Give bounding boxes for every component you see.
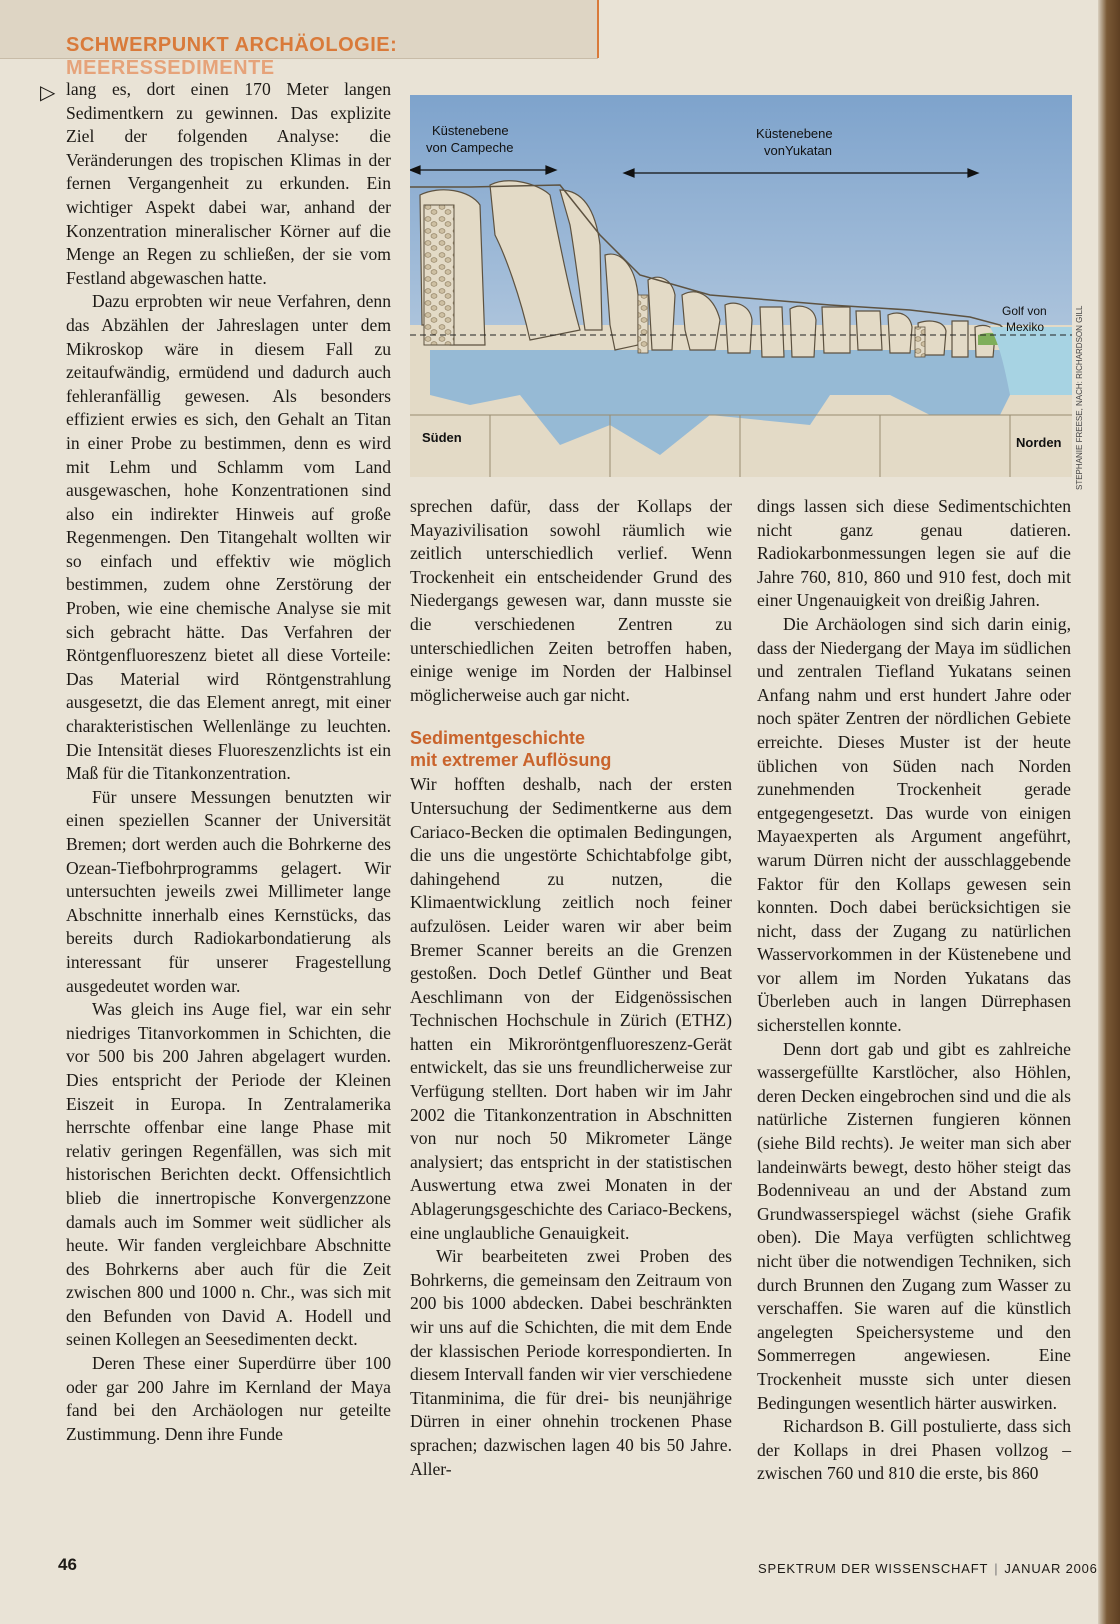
text-column-1: [66, 78, 391, 1446]
subheading: [410, 727, 732, 771]
paragraph: sprechen dafür, dass der Kollaps der Mayazivilisation sowohl räumlich wie zeitlich unterschiedlich verlief. Wenn Trockenheit ein entscheidender Grund des Niedergangs gewesen war, dann musste sie die verschiedenen Zentren zu unterschiedlichen Zeiten betroffen haben, einige wenige im Norden der Halbinsel möglicherweise auch gar nicht.: [410, 496, 732, 705]
subheading-line: Sedimentgeschichte: [410, 728, 586, 749]
paragraph: Richardson B. Gill postulierte, dass sich der Kollaps in drei Phasen vollzog – zwischen 760 und 810 die erste, bis 860: [757, 1416, 1071, 1484]
label-campeche: von Campeche: [426, 140, 514, 155]
page-number: 46: [58, 1555, 77, 1574]
paragraph: Dazu erprobten wir neue Verfahren, denn das Abzählen der Jahreslagen unter dem Mikroskop wäre in diesem Fall zu zeitaufwändig, ermüdend und dadurch auch fehleranfällig gewesen. Als besonders effizient erwies es sich, den Gehalt an Titan in einer Probe zu bestimmen, denn es wird mit Lehm und Schlamm vom Land ausgewaschen, hohe Konzentrationen sind also ein indirekter Hinweis auf große Regenmengen. Den Titangehalt wollten wir so einfach und effektiv wie möglich bestimmen, zudem ohne Zerstörung der Proben, wie eine chemische Analyse sie mit sich gebracht hätte. Das Verfahren der Röntgenfluoreszenz bietet all diese Vorteile: Das Material wird Röntgenstrahlung ausgesetzt, die das Element anregt, mit einer charakteristischen Wellenlänge zu leuchten. Die Intensität dieses Fluoreszenzlichts ist ein Maß für die Titankonzentration.: [66, 291, 391, 784]
footer-info: [758, 1561, 1098, 1576]
paragraph: dings lassen sich diese Sedimentschichten nicht ganz genau datieren. Radiokarbonmessungen legen sie auf die Jahre 760, 810, 860 und 910 fest, doch mit einer Ungenauigkeit von dreißig Jahren.: [757, 496, 1071, 611]
karst-cross-section-figure: [410, 95, 1072, 477]
section-title: [66, 34, 598, 80]
label-sueden: Süden: [422, 430, 462, 445]
label-golf: Golf von: [1002, 304, 1047, 318]
paragraph: Was gleich ins Auge fiel, war ein sehr niedriges Titanvorkommen in Schichten, die vor 500 bis 200 Jahren abgelagert wurden. Dies entspricht der Periode der Kleinen Eiszeit in Europa. In Zentralamerika herrschte offenbar eine lange Phase mit relativ geringen Regenfällen, was sich mit historischen Berichten deckt. Offensichtlich blieb die innertropische Konvergenzzone damals auch im Sommer weit südlicher als heute. Wir fanden vergleichbare Abschnitte des Bohrkerns aber auch für die Zeit zwischen 800 und 1000 n. Chr., was sich mit den Befunden von David A. Hodell und seinen Kollegen an Seesedimenten deckt.: [66, 999, 391, 1350]
label-campeche: Küstenebene: [432, 123, 509, 138]
text-column-3: [757, 495, 1071, 1486]
gravel-column: [638, 295, 648, 353]
gravel-column: [424, 205, 454, 345]
section-name: SCHWERPUNKT ARCHÄOLOGIE:: [66, 34, 398, 56]
paragraph: Für unsere Messungen benutzten wir einen speziellen Scanner der Universität Bremen; dort werden auch die Bohrkerne des Ozean-Tiefbohrprogramms gelagert. Wir untersuchten jeweils zwei Millimeter lange Abschnitte innerhalb eines Kernstücks, das bereits durch Radiokarbondatierung als interessant für unserer Fragestellung ausgedeutet worden war.: [66, 786, 391, 996]
paragraph: Wir hofften deshalb, nach der ersten Untersuchung der Sedimentkerne aus dem Cariaco-Becken die optimalen Bedingungen, die uns die ungestörte Schichtabfolge gibt, dahingehend zu nutzen, die Klimaentwicklung zeitlich noch feiner aufzulösen. Leider waren wir aber beim Bremer Scanner bereits an die Grenzen gestoßen. Doch Detlef Günther und Beat Aeschlimann von der Eidgenössischen Technischen Hochschule in Zürich (ETHZ) hatten ein Mikroröntgenfluoreszenz-Gerät entwickelt, das sie uns freundlicherweise zur Verfügung stellten. Dort haben wir im Jahr 2002 die Titankonzentration in Abschnitten von nur noch 50 Mikrometer Länge analysiert; das entspricht in der statistischen Auswertung etwa zwei Monaten in der Ablagerungsgeschichte des Cariaco-Beckens, eine unglaubliche Genauigkeit.: [410, 774, 732, 1243]
subheading-line: mit extremer Auflösung: [410, 750, 612, 771]
page-edge: [1098, 0, 1120, 1624]
paragraph: lang es, dort einen 170 Meter langen Sedimentkern zu gewinnen. Das explizite Ziel der folgenden Analyse: die Veränderungen des tropischen Klimas in der fernen Vergangenheit zu erkunden. Ein wichtiger Aspekt dabei war, anhand der Konzentration mineralischer Körner auf die Menge an Regen zu schließen, der sie vom Festland abgewaschen hatte.: [66, 79, 391, 288]
paragraph: Deren These einer Superdürre über 100 oder gar 200 Jahre im Kernland der Maya fand bei den Archäologen nur geteilte Zustimmung. Denn ihre Funde: [66, 1353, 391, 1444]
gravel-column: [915, 327, 925, 357]
magazine-name: SPEKTRUM DER WISSENSCHAFT: [758, 1561, 989, 1576]
footer-separator: |: [994, 1561, 999, 1576]
section-header: [0, 0, 598, 79]
paragraph: Die Archäologen sind sich darin einig, dass der Niedergang der Maya im südlichen und zentralen Tiefland Yukatans seinen Anfang nahm und erst hundert Jahre oder noch später Zentren der nördlichen Gebiete erreichte. Dieses Muster ist der heute üblichen von Süden nach Norden zunehmenden Trockenheit gerade entgegengesetzt. Das wurde von einigen Mayaexperten als Argument angeführt, warum Dürren nicht der ausschlaggebende Faktor für den Kollaps gewesen sein konnten. Doch dabei berücksichtigen sie nicht, dass der Zugang zu natürlichen Wasservorkommen in der Küstenebene und vor allem im Norden Yukatans das Überleben auch in langen Dürrephasen sicherstellen konnte.: [757, 613, 1071, 1036]
text-column-2: [410, 495, 732, 1481]
label-yukatan: Küstenebene: [756, 126, 833, 141]
continuation-arrow-icon: ▷: [40, 80, 56, 104]
paragraph: Denn dort gab und gibt es zahlreiche wassergefüllte Karstlöcher, also Höhlen, deren Decken eingebrochen sind und die als natürliche Zisternen fungieren können (siehe Bild rechts). Je weiter man sich aber landeinwärts bewegt, desto höher steigt das Bodenniveau an und der Abstand zum Grundwasserspiegel wächst (siehe Grafik oben). Die Maya verfügten schlichtweg nicht über die notwendigen Techniken, sich durch Brunnen den Zugang zum Wasser zu verschaffen. Sie waren auf die künstlich angelegten Speichersysteme und den Sommerregen angewiesen. Eine Trockenheit musste sich unter diesen Bedingungen wesentlich härter auswirken.: [757, 1038, 1071, 1413]
label-norden: Norden: [1016, 435, 1062, 450]
image-credit: STEPHANIE FREESE, NACH: RICHARDSON GILL: [1075, 305, 1084, 490]
label-golf: Mexiko: [1006, 320, 1045, 334]
paragraph: Wir bearbeiteten zwei Proben des Bohrkerns, die gemeinsam den Zeitraum von 200 bis 1000 abdecken. Dabei beschränkten wir uns auf die Schichten, die mit dem Ende der klassischen Periode korrespondierten. In diesem Intervall fanden wir vier verschiedene Titanminima, die für drei- bis neunjährige Dürren in einer ohnehin trockenen Phase sprachen; dazwischen lagen 40 bis 50 Jahre. Aller-: [410, 1246, 732, 1479]
cross-section-svg: [410, 95, 1072, 477]
section-topic: MEERESSEDIMENTE: [66, 57, 275, 79]
label-yukatan: vonYukatan: [764, 143, 832, 158]
header-rule: [597, 0, 599, 58]
issue-date: JANUAR 2006: [1004, 1561, 1098, 1576]
